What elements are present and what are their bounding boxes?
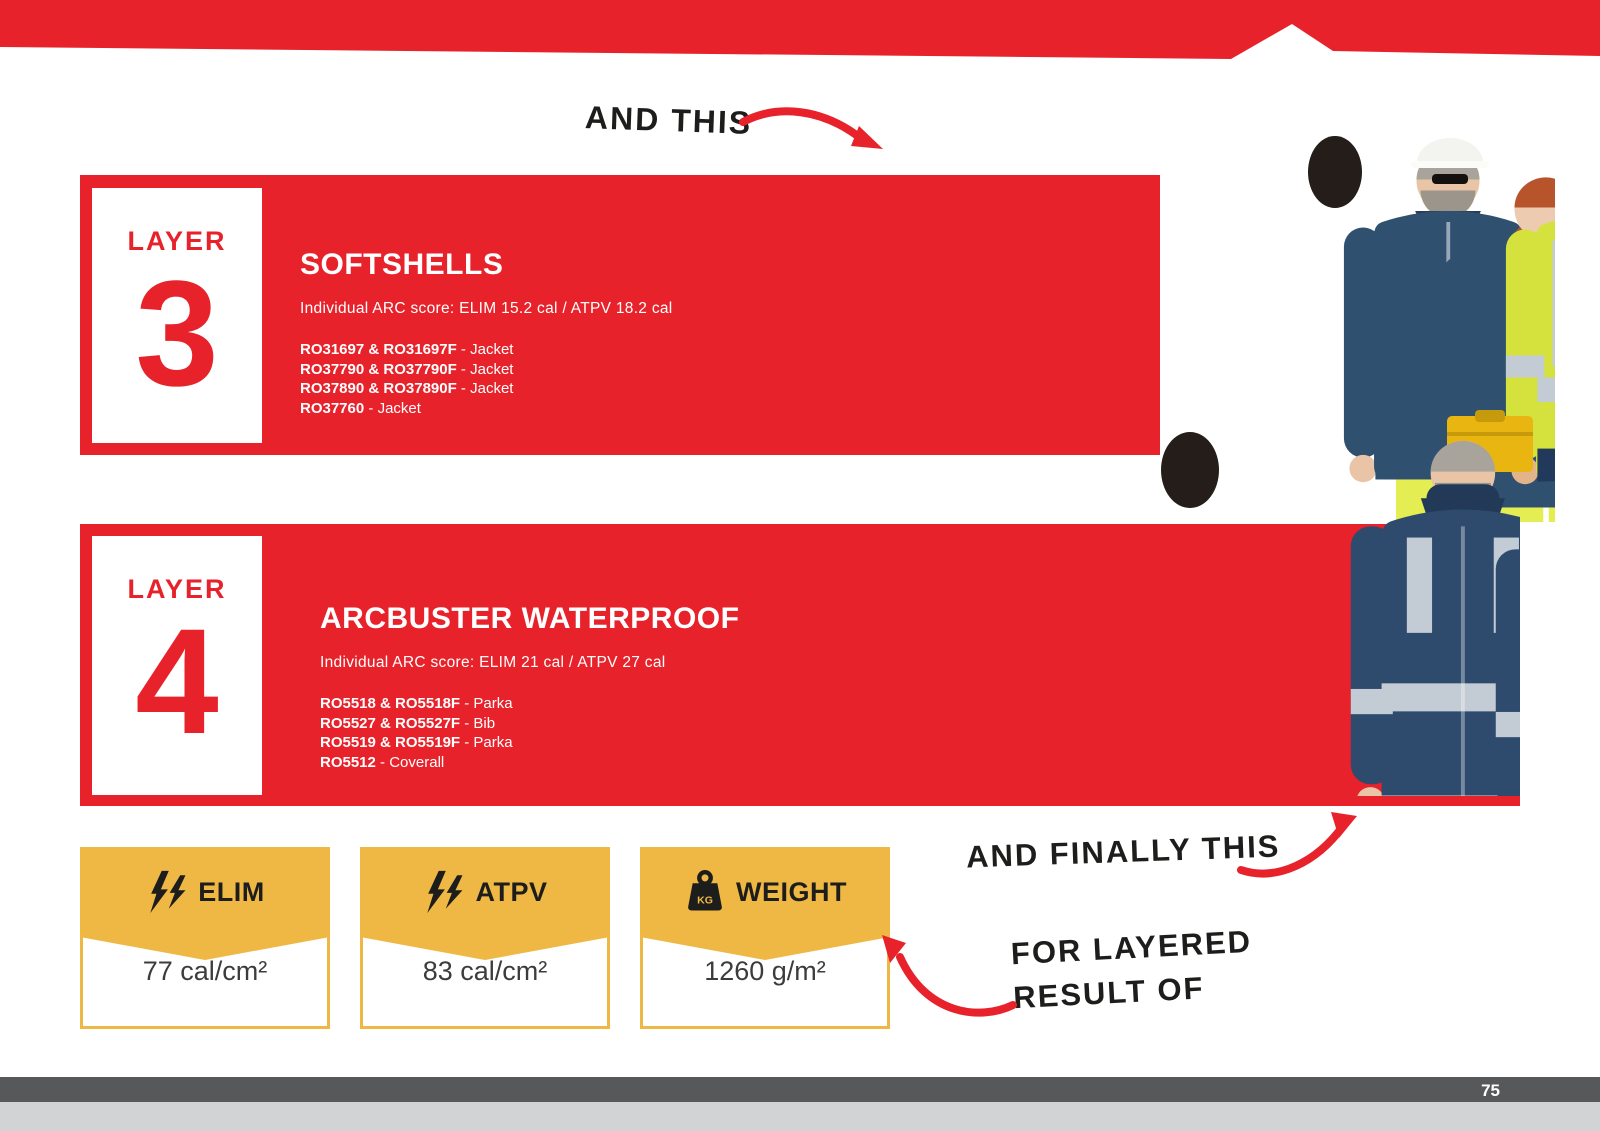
arc-flash-icon — [422, 870, 466, 914]
svg-text:KG: KG — [697, 894, 713, 907]
arrow-up-left-icon — [878, 925, 1023, 1020]
top-banner-shape — [0, 0, 1600, 62]
footer-bar — [0, 1077, 1600, 1102]
elim-badge-value: 77 cal/cm² — [142, 956, 268, 986]
footer-strip — [0, 1102, 1600, 1131]
weight-kg-icon — [683, 870, 727, 914]
arc-flash-icon — [145, 870, 189, 914]
layer3-label: LAYER — [127, 226, 227, 256]
layer4-arc-score: Individual ARC score: ELIM 21 cal / ATPV 27 cal — [320, 654, 666, 671]
weight-badge-label: WEIGHT — [736, 876, 847, 907]
atpv-badge — [360, 847, 610, 1029]
layer4-label: LAYER — [127, 574, 227, 604]
model-parka-navy-man — [1351, 441, 1520, 796]
hard-hat-brim — [1411, 161, 1489, 168]
layer3-product-list — [300, 340, 673, 418]
layer4-title: ARCBUSTER WATERPROOF — [320, 602, 740, 635]
product-line: RO37890 & RO37890F - Jacket — [300, 380, 514, 397]
elim-badge — [80, 847, 330, 1029]
layer4-product-list — [320, 694, 739, 772]
layer3-text-block — [300, 248, 673, 418]
elim-badge-label: ELIM — [198, 876, 265, 907]
product-line: RO5527 & RO5527F - Bib — [320, 714, 496, 732]
elim-badge-header — [80, 847, 330, 937]
arrow-up-right-icon — [1235, 800, 1370, 885]
product-line: RO37760 - Jacket — [300, 399, 421, 417]
weight-badge — [640, 847, 890, 1029]
layer3-arc-score: Individual ARC score: ELIM 15.2 cal / ATPV 18.2 cal — [300, 300, 673, 317]
atpv-badge-header — [360, 847, 610, 937]
layer3-number-box — [92, 188, 262, 443]
sunglasses-icon — [1432, 174, 1468, 184]
annotation-for-layered: FOR LAYERED RESULT OF — [1010, 923, 1253, 1016]
product-line: RO5512 - Coverall — [320, 753, 445, 771]
layer4-number-box — [92, 536, 262, 795]
product-line: RO5519 & RO5519F - Parka — [320, 734, 513, 751]
product-line: RO31697 & RO31697F - Jacket — [300, 341, 514, 358]
layer4-models-photo — [810, 418, 1520, 796]
layer3-number: 3 — [135, 249, 219, 417]
atpv-badge-label: ATPV — [475, 876, 548, 907]
product-line: RO37790 & RO37790F - Jacket — [300, 360, 514, 378]
hard-hat-icon — [1417, 138, 1483, 163]
weight-badge-value: 1260 g/m² — [704, 956, 826, 986]
page-number: 75 — [1481, 1081, 1500, 1100]
product-line: RO5518 & RO5518F - Parka — [320, 695, 513, 712]
arrow-down-right-icon — [735, 100, 890, 175]
atpv-badge-value: 83 cal/cm² — [422, 956, 548, 986]
layer3-title: SOFTSHELLS — [300, 248, 504, 281]
weight-badge-header — [640, 847, 890, 937]
layer4-text-block — [320, 602, 739, 772]
layer4-number: 4 — [135, 597, 219, 765]
annotation-and-finally-this: AND FINALLY THIS — [965, 828, 1281, 875]
annotation-and-this: AND THIS — [584, 99, 753, 141]
